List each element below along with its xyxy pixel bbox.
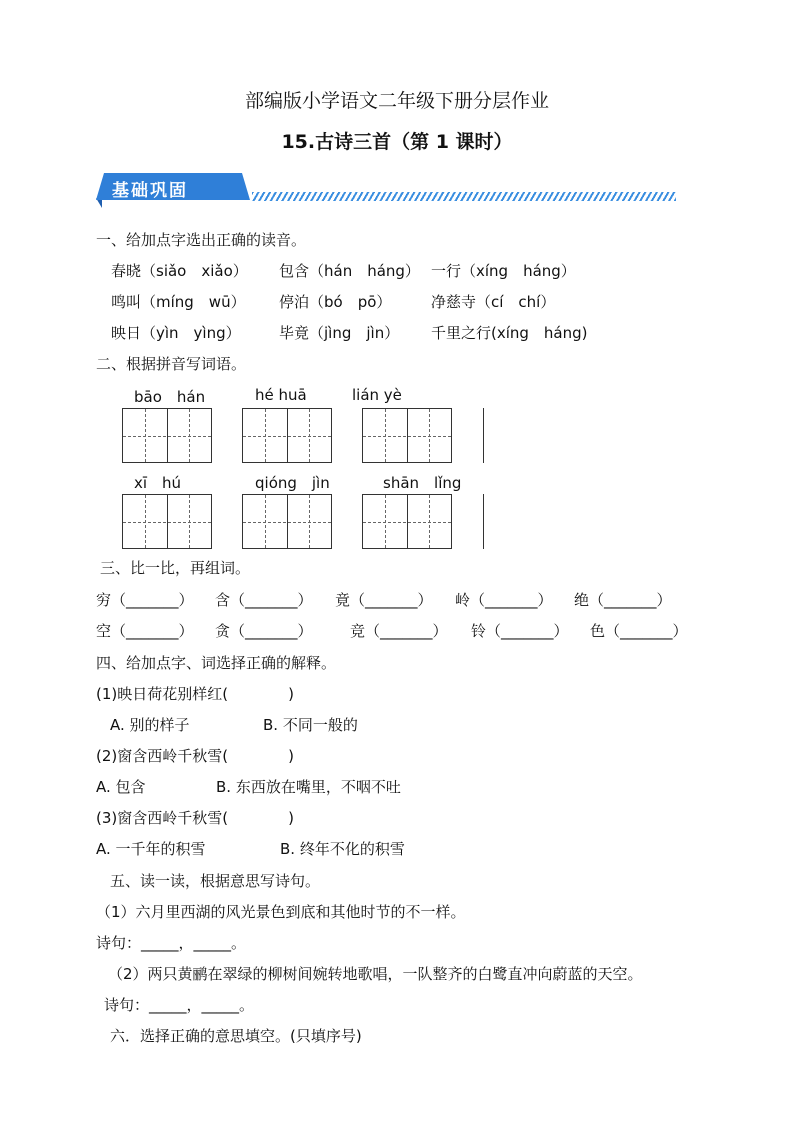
compare-item: 贪（_______） (215, 622, 313, 640)
compare-item: 绝（_______） (574, 591, 672, 609)
q4-sub-question: (1)映日荷花别样红( ) (96, 685, 294, 703)
writing-grid[interactable] (242, 408, 332, 463)
q5-prompt: （2）两只黄鹂在翠绿的柳树间婉转地歌唱，一队整齐的白鹭直冲向蔚蓝的天空。 (108, 965, 643, 983)
q4-option: B. 东西放在嘴里，不咽不吐 (216, 778, 401, 796)
q4-option: A. 别的样子 (110, 716, 190, 734)
q1-item: 鸣叫（míng wū） (111, 293, 246, 311)
section-divider-stripe (252, 192, 676, 201)
section-tag-label: 基础巩固 (112, 181, 188, 201)
q5-answer-line: 诗句：_____，_____。 (104, 996, 255, 1014)
compare-item: 空（_______） (96, 622, 194, 640)
q3-heading: 三、比一比，再组词。 (100, 559, 251, 577)
q4-option: B. 不同一般的 (263, 716, 358, 734)
q1-item: 包含（hán háng） (279, 262, 420, 280)
q1-item: 映日（yìn yìng） (111, 324, 241, 342)
pinyin-label: hé huā (255, 386, 307, 404)
page-title: 部编版小学语文二年级下册分层作业 (244, 90, 549, 112)
compare-item: 穷（_______） (96, 591, 194, 609)
q1-item: 净慈寺（cí chí） (431, 293, 556, 311)
compare-item: 色（_______） (590, 622, 688, 640)
q4-sub-question: (3)窗含西岭千秋雪( ) (96, 809, 294, 827)
pinyin-label: lián yè (352, 386, 402, 404)
writing-grid[interactable] (122, 494, 212, 549)
q6-heading: 六．选择正确的意思填空。(只填序号) (110, 1027, 362, 1045)
q4-option: A. 包含 (96, 778, 146, 796)
grid-end-line (483, 494, 484, 549)
compare-item: 铃（_______） (471, 622, 569, 640)
compare-item: 岭（_______） (455, 591, 553, 609)
pinyin-label: shān lǐng (383, 474, 462, 492)
q1-item: 一行（xíng háng） (431, 262, 576, 280)
writing-grid[interactable] (362, 408, 452, 463)
q5-heading: 五、读一读，根据意思写诗句。 (110, 872, 321, 890)
q1-item: 毕竟（jìng jìn） (279, 324, 400, 342)
q1-item: 停泊（bó pō） (279, 293, 392, 311)
q1-heading: 一、给加点字选出正确的读音。 (96, 231, 307, 249)
q4-option: B. 终年不化的积雪 (280, 840, 405, 858)
compare-item: 竟（_______） (335, 591, 433, 609)
compare-item: 竞（_______） (350, 622, 448, 640)
lesson-title: 15.古诗三首（第 1 课时） (281, 131, 513, 153)
q4-option: A. 一千年的积雪 (96, 840, 206, 858)
pinyin-label: bāo hán (134, 388, 206, 406)
q4-sub-question: (2)窗含西岭千秋雪( ) (96, 747, 294, 765)
pinyin-label: qióng jìn (255, 474, 330, 492)
compare-item: 含（_______） (215, 591, 313, 609)
writing-grid[interactable] (362, 494, 452, 549)
q5-prompt: （1）六月里西湖的风光景色到底和其他时节的不一样。 (96, 903, 466, 921)
q5-answer-line: 诗句：_____，_____。 (96, 934, 247, 952)
q2-heading: 二、根据拼音写词语。 (96, 355, 247, 373)
pinyin-label: xī hú (134, 474, 182, 492)
writing-grid[interactable] (242, 494, 332, 549)
grid-end-line (483, 408, 484, 463)
q4-heading: 四、给加点字、词选择正确的解释。 (96, 654, 337, 672)
writing-grid[interactable] (122, 408, 212, 463)
q1-item: 千里之行(xíng háng) (431, 324, 588, 342)
q1-item: 春晓（siǎo xiǎo） (111, 262, 248, 280)
